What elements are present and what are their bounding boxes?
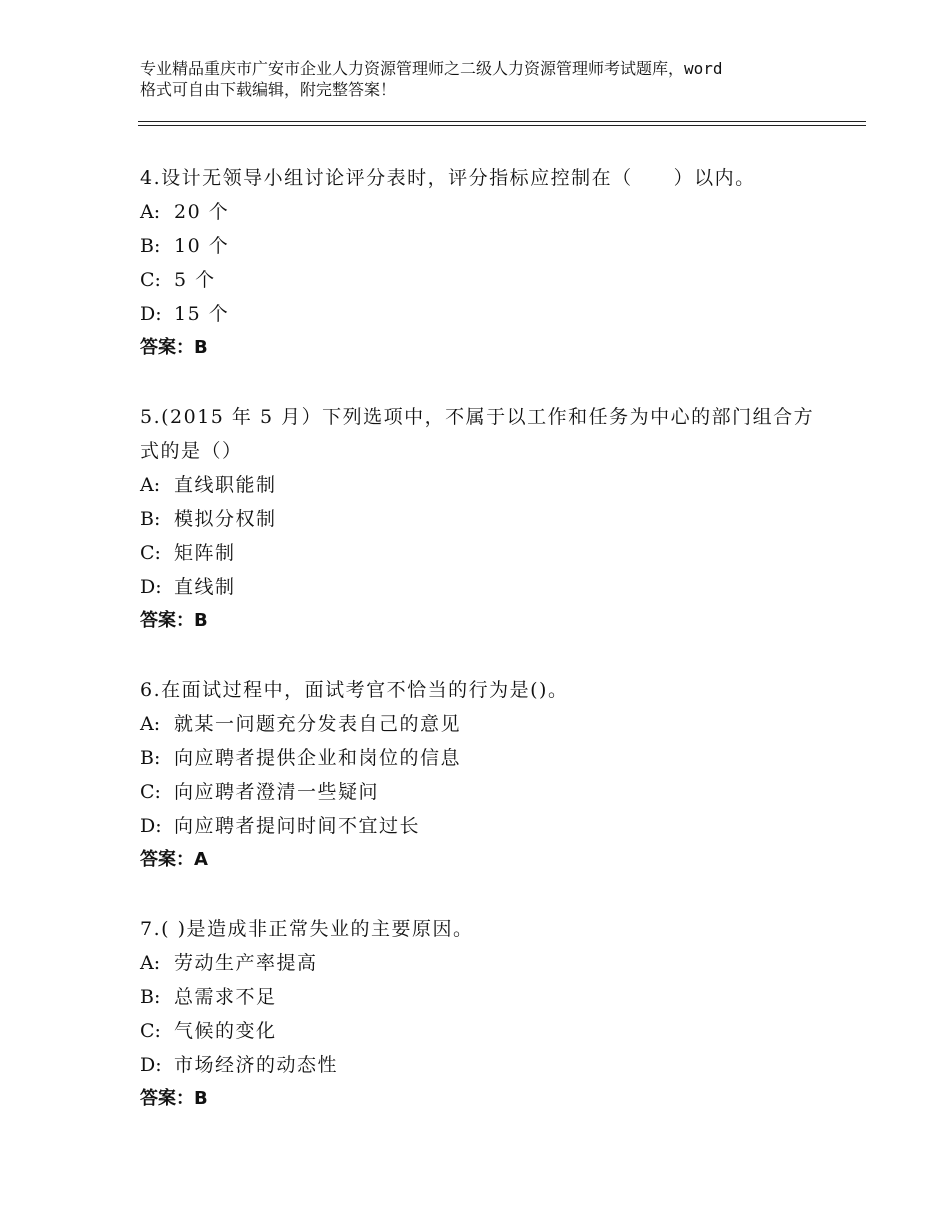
question-block [140, 400, 830, 638]
document-header [140, 58, 840, 100]
option-letter: D: [140, 303, 162, 325]
option-letter: D: [140, 1054, 162, 1076]
option-b [140, 741, 830, 775]
question-text: 4.设计无领导小组讨论评分表时，评分指标应控制在（ ）以内。 [140, 167, 756, 189]
header-line-1: 专业精品重庆市广安市企业人力资源管理师之二级人力资源管理师考试题库，word [140, 59, 723, 78]
option-letter: A: [140, 474, 161, 496]
option-letter: C: [140, 781, 161, 803]
option-c [140, 263, 830, 297]
option-text: 向应聘者提供企业和岗位的信息 [174, 747, 462, 769]
option-text: 矩阵制 [174, 542, 236, 564]
option-text: 气候的变化 [174, 1020, 277, 1042]
option-text: 直线职能制 [174, 474, 277, 496]
option-text: 10 个 [174, 235, 230, 257]
option-text: 劳动生产率提高 [174, 952, 318, 974]
option-text: 总需求不足 [174, 986, 277, 1008]
option-b [140, 229, 830, 263]
option-d [140, 297, 830, 331]
option-letter: B: [140, 235, 161, 257]
option-text: 市场经济的动态性 [174, 1054, 339, 1076]
option-letter: A: [140, 952, 161, 974]
question-text: 7.( )是造成非正常失业的主要原因。 [140, 918, 474, 940]
option-a [140, 707, 830, 741]
option-letter: D: [140, 815, 162, 837]
option-text: 20 个 [174, 201, 230, 223]
question-block [140, 161, 830, 365]
question-text: 5.(2015 年 5 月）下列选项中，不属于以工作和任务为中心的部门组合方式的是（） [140, 406, 815, 462]
option-letter: C: [140, 269, 161, 291]
answer-line: 答案：B [140, 1088, 208, 1109]
header-divider-top [138, 121, 866, 122]
option-text: 向应聘者澄清一些疑问 [174, 781, 380, 803]
answer-line: 答案：A [140, 849, 208, 870]
header-divider-bottom [138, 125, 866, 126]
option-letter: C: [140, 1020, 161, 1042]
answer-line: 答案：B [140, 610, 208, 631]
option-c [140, 775, 830, 809]
option-letter: A: [140, 713, 161, 735]
option-text: 模拟分权制 [174, 508, 277, 530]
option-b [140, 502, 830, 536]
option-text: 就某一问题充分发表自己的意见 [174, 713, 462, 735]
header-line-2: 格式可自由下载编辑，附完整答案！ [140, 80, 397, 99]
option-a [140, 195, 830, 229]
option-letter: B: [140, 986, 161, 1008]
option-d [140, 570, 830, 604]
option-d [140, 809, 830, 843]
option-text: 5 个 [174, 269, 216, 291]
option-c [140, 1014, 830, 1048]
option-letter: B: [140, 747, 161, 769]
question-block [140, 912, 830, 1116]
answer-line: 答案：B [140, 337, 208, 358]
option-letter: B: [140, 508, 161, 530]
question-text: 6.在面试过程中，面试考官不恰当的行为是()。 [140, 679, 569, 701]
option-text: 直线制 [174, 576, 236, 598]
option-a [140, 468, 830, 502]
option-letter: A: [140, 201, 161, 223]
option-text: 向应聘者提问时间不宜过长 [174, 815, 421, 837]
option-letter: C: [140, 542, 161, 564]
option-b [140, 980, 830, 1014]
option-c [140, 536, 830, 570]
option-d [140, 1048, 830, 1082]
option-letter: D: [140, 576, 162, 598]
option-text: 15 个 [174, 303, 230, 325]
question-block [140, 673, 830, 877]
option-a [140, 946, 830, 980]
